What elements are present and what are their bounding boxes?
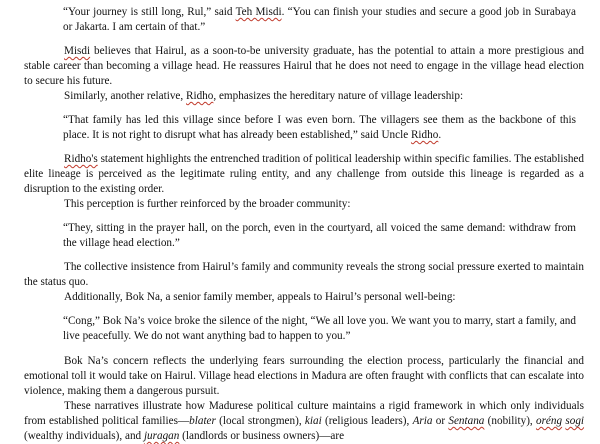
term-blater: blater <box>189 415 216 427</box>
term-kiai: kiai <box>304 415 322 427</box>
quote-prayer-hall: “They, sitting in the prayer hall, on the porch, even in the courtyard, all voiced the same demand: withdraw from the village head election.” <box>63 222 576 249</box>
quote-teh-misdi <box>24 5 584 35</box>
paragraph-text: believes that Hairul, as a soon-to-be university graduate, has the potential to attain a more prestigious and stable career than becoming a village head. He reassures Hairul that he does not need to engage in the village head election to secure his future. <box>24 45 584 87</box>
paragraph-ridho-statement <box>24 152 584 197</box>
paragraph-text: statement highlights the entrenched tradition of political leadership within specific families. The established elite lineage is perceived as the legitimate ruling entity, and any challenge from outside this lineage is regarded as a disruption to the existing order. <box>24 153 584 195</box>
term-juragan: juragan <box>143 430 180 442</box>
paragraph-additionally: Additionally, Bok Na, a senior family member, appeals to Hairul’s personal well-being: <box>64 291 456 303</box>
paragraph-text: , emphasizes the hereditary nature of village leadership: <box>213 90 464 102</box>
paragraph-perception: This perception is further reinforced by the broader community: <box>64 198 351 210</box>
paragraph-text: (local strongmen), <box>215 415 305 427</box>
name-misdi: Misdi <box>64 45 91 57</box>
paragraph-text: or <box>432 415 449 427</box>
paragraph-text: Similarly, another relative, <box>64 90 186 102</box>
paragraph-text: (wealthy individuals), and <box>24 430 144 442</box>
paragraph-text: (nobility), <box>484 415 536 427</box>
name-ridho: Ridho <box>410 129 439 141</box>
name-teh-misdi: Teh Misdi <box>235 6 282 18</box>
term-sogi: sogi <box>565 415 585 427</box>
paragraph-misdi <box>24 44 584 89</box>
paragraph-text: These narratives illustrate how Madurese political culture maintains a rigid framework in which only individuals from established political families— <box>24 400 584 427</box>
quote-text: . <box>438 129 442 141</box>
term-oreng: oréng <box>535 415 563 427</box>
quote-uncle-ridho <box>24 113 584 143</box>
quote-bok-na: “Cong,” Bok Na’s voice broke the silence of the night, “We all love you. We want you to marry, start a family, and live peacefully. We do not want anything bad to happen to you.” <box>63 315 576 342</box>
paragraph-text: (landlords or business owners)—are <box>179 430 345 442</box>
paragraph-narratives <box>24 399 584 444</box>
quote-text: “That family has led this village since before I was even born. The villagers see them as the backbone of this place. It is not right to disrupt what has already been established,” said Uncle <box>63 114 576 141</box>
paragraph-collective-insistence: The collective insistence from Hairul’s family and community reveals the strong social pressure exerted to maintain the status quo. <box>24 261 584 288</box>
quote-text: “Your journey is still long, Rul,” said <box>63 6 236 18</box>
paragraph-relative <box>24 89 584 104</box>
term-sentana: Sentana <box>448 415 485 427</box>
name-ridhos: Ridho's <box>64 153 98 165</box>
document-page <box>0 5 600 442</box>
paragraph-text: (religious leaders), <box>321 415 413 427</box>
term-aria: Aria <box>412 415 433 427</box>
name-ridho: Ridho <box>186 90 214 102</box>
paragraph-bok-na-concern: Bok Na’s concern reflects the underlying fears surrounding the election process, particularly the financial and emotional toll it would take on Hairul. Village head elections in Madura are often fraught with conflicts that can escalate into violence, making them a dangerous pursuit. <box>24 355 584 397</box>
quote-text: . “You can finish your studies and secure a good job in Surabaya or Jakarta. I am certain of that.” <box>63 6 576 33</box>
